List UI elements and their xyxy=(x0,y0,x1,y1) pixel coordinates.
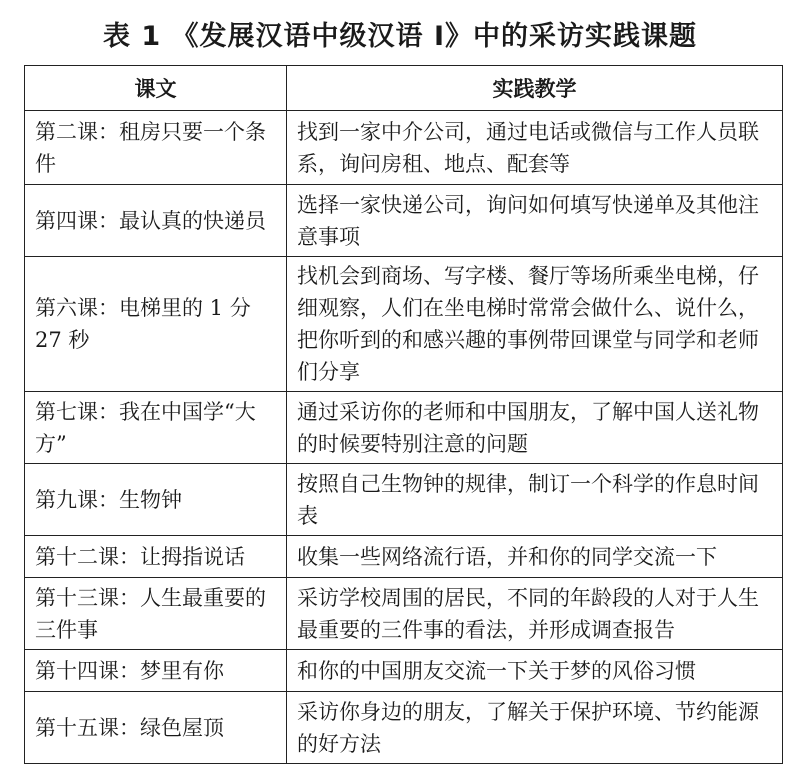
practice-cell: 和你的中国朋友交流一下关于梦的风俗习惯 xyxy=(287,650,783,692)
column-header-lesson: 课文 xyxy=(25,66,287,111)
table-title: 表 1 《发展汉语中级汉语 I》中的采访实践课题 xyxy=(102,21,698,52)
practice-cell: 选择一家快递公司，询问如何填写快递单及其他注意事项 xyxy=(287,185,783,257)
lesson-cell: 第七课：我在中国学“大方” xyxy=(25,392,287,464)
table-row xyxy=(25,111,783,185)
lesson-cell: 第十二课：让拇指说话 xyxy=(25,536,287,578)
practice-cell: 按照自己生物钟的规律，制订一个科学的作息时间表 xyxy=(287,464,783,536)
table-row xyxy=(25,185,783,257)
practice-cell: 找机会到商场、写字楼、餐厅等场所乘坐电梯，仔细观察，人们在坐电梯时常常会做什么、说什么，把你听到的和感兴趣的事例带回课堂与同学和老师们分享 xyxy=(287,257,783,392)
table-row xyxy=(25,392,783,464)
practice-cell: 采访你身边的朋友，了解关于保护环境、节约能源的好方法 xyxy=(287,692,783,764)
table-row xyxy=(25,692,783,764)
table-row xyxy=(25,536,783,578)
lesson-cell: 第十四课：梦里有你 xyxy=(25,650,287,692)
practice-cell: 找到一家中介公司，通过电话或微信与工作人员联系，询问房租、地点、配套等 xyxy=(287,111,783,185)
practice-cell: 采访学校周围的居民，不同的年龄段的人对于人生最重要的三件事的看法，并形成调查报告 xyxy=(287,578,783,650)
table-row xyxy=(25,464,783,536)
table-row xyxy=(25,257,783,392)
lesson-cell: 第四课：最认真的快递员 xyxy=(25,185,287,257)
lesson-cell: 第十五课：绿色屋顶 xyxy=(25,692,287,764)
practice-cell: 通过采访你的老师和中国朋友，了解中国人送礼物的时候要特别注意的问题 xyxy=(287,392,783,464)
table-row xyxy=(25,578,783,650)
practice-table xyxy=(24,65,783,764)
lesson-cell: 第六课：电梯里的 1 分 27 秒 xyxy=(25,257,287,392)
table-row xyxy=(25,650,783,692)
column-header-practice: 实践教学 xyxy=(287,66,783,111)
practice-cell: 收集一些网络流行语，并和你的同学交流一下 xyxy=(287,536,783,578)
lesson-cell: 第十三课：人生最重要的三件事 xyxy=(25,578,287,650)
header-row xyxy=(25,66,783,111)
lesson-cell: 第二课：租房只要一个条件 xyxy=(25,111,287,185)
lesson-cell: 第九课：生物钟 xyxy=(25,464,287,536)
